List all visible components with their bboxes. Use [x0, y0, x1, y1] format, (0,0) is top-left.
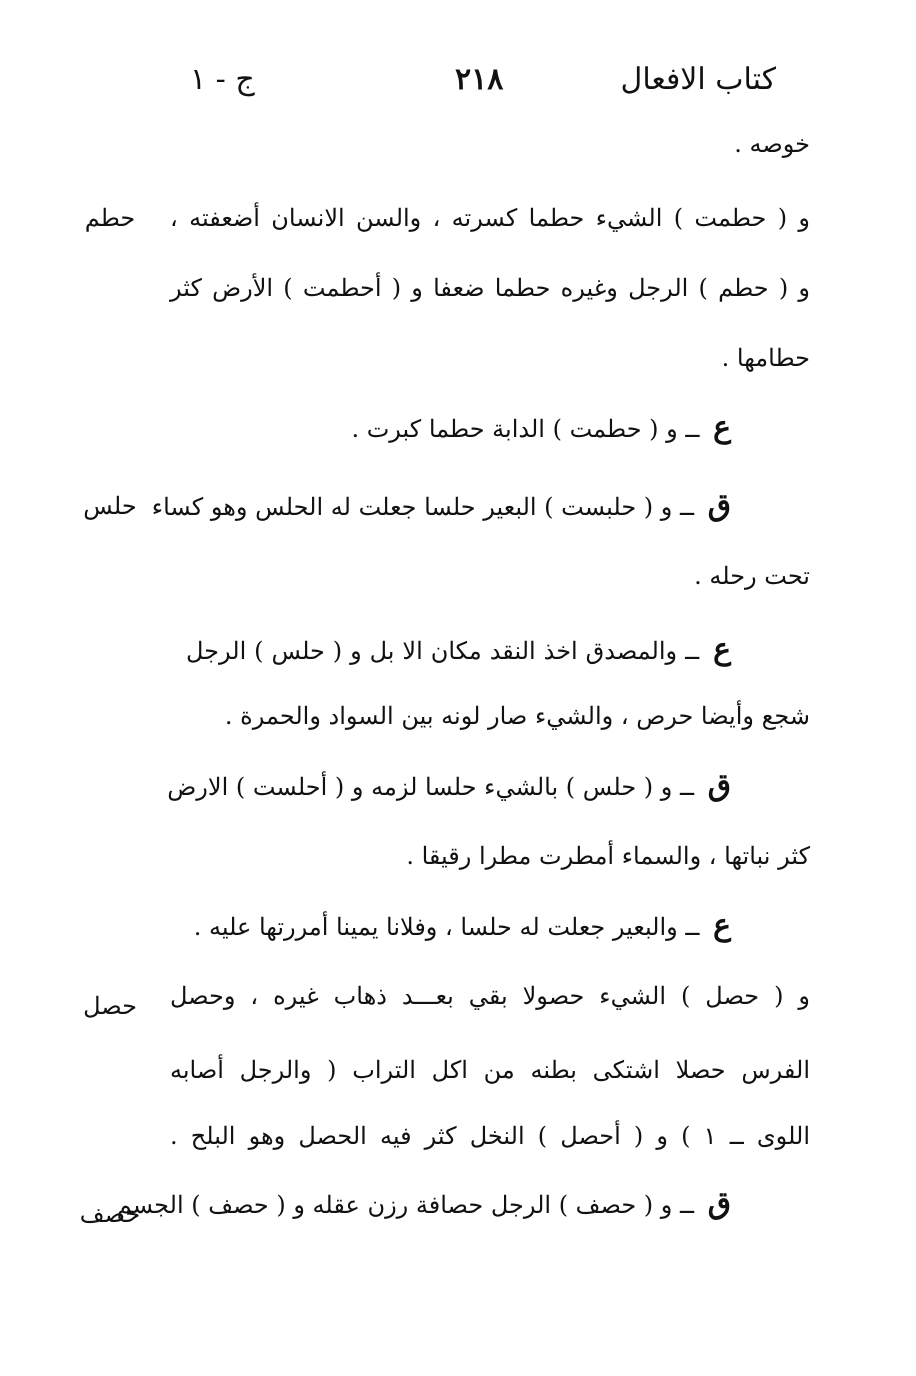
text-line — [186, 630, 731, 670]
line-text: ــ و ( حطمت ) الدابة حطما كبرت . — [351, 415, 700, 443]
qaf-marker: ق — [707, 1186, 731, 1221]
qaf-marker: ق — [707, 488, 731, 523]
page-number: ٢١٨ — [455, 62, 504, 97]
text-line — [167, 766, 731, 806]
text-line: اللوى ــ ١ ) و ( أحصل ) النخل كثر فيه الحصل وهو البلح . — [170, 1122, 811, 1150]
margin-headword: حلس — [83, 492, 137, 520]
line-text: ــ و ( حصف ) الرجل حصافة رزن عقله و ( حصف ) الجسم — [116, 1191, 695, 1219]
margin-headword: حصف — [79, 1200, 141, 1228]
text-line: شجع وأيضا حرص ، والشيء صار لونه بين السواد والحمرة . — [224, 702, 810, 730]
text-line: تحت رحله . — [694, 562, 810, 590]
line-text: ــ والمصدق اخذ النقد مكان الا بل و ( حلس ) الرجل — [186, 637, 700, 665]
text-line: الفرس حصلا اشتكى بطنه من اكل التراب ( والرجل أصابه — [170, 1056, 810, 1084]
text-line: كثر نباتها ، والسماء أمطرت مطرا رقيقا . — [406, 842, 810, 870]
line-text: ــ والبعير جعلت له حلسا ، وفلانا يمينا أمررتها عليه . — [193, 913, 700, 941]
margin-headword: حطم — [84, 204, 136, 232]
text-line: و ( حطمت ) الشيء حطما كسرته ، والسن الانسان أضعفته ، — [170, 204, 810, 232]
ain-marker: ع — [713, 410, 731, 445]
ain-marker: ع — [713, 908, 731, 943]
page-header — [0, 55, 916, 105]
text-line: و ( حصل ) الشيء حصولا بقي بعـــد ذهاب غيره ، وحصل — [170, 982, 810, 1010]
margin-headword: حصل — [83, 992, 137, 1020]
volume-label: ج - ١ — [190, 62, 255, 97]
text-line: و ( حطم ) الرجل وغيره حطما ضعفا و ( أحطمت ) الأرض كثر — [170, 274, 810, 302]
text-line: حطامها . — [721, 344, 810, 372]
text-line — [151, 486, 731, 526]
line-text: ــ و ( حلس ) بالشيء حلسا لزمه و ( أحلست ) الارض — [167, 773, 695, 801]
book-title: كتاب الافعال — [620, 62, 776, 97]
text-line — [186, 408, 731, 448]
ain-marker: ع — [713, 632, 731, 667]
line-text: ــ و ( حلبست ) البعير حلسا جعلت له الحلس وهو كساء — [151, 493, 695, 521]
qaf-marker: ق — [707, 768, 731, 803]
text-line — [186, 906, 731, 946]
text-line: خوصه . — [734, 130, 810, 158]
text-line — [116, 1184, 731, 1224]
